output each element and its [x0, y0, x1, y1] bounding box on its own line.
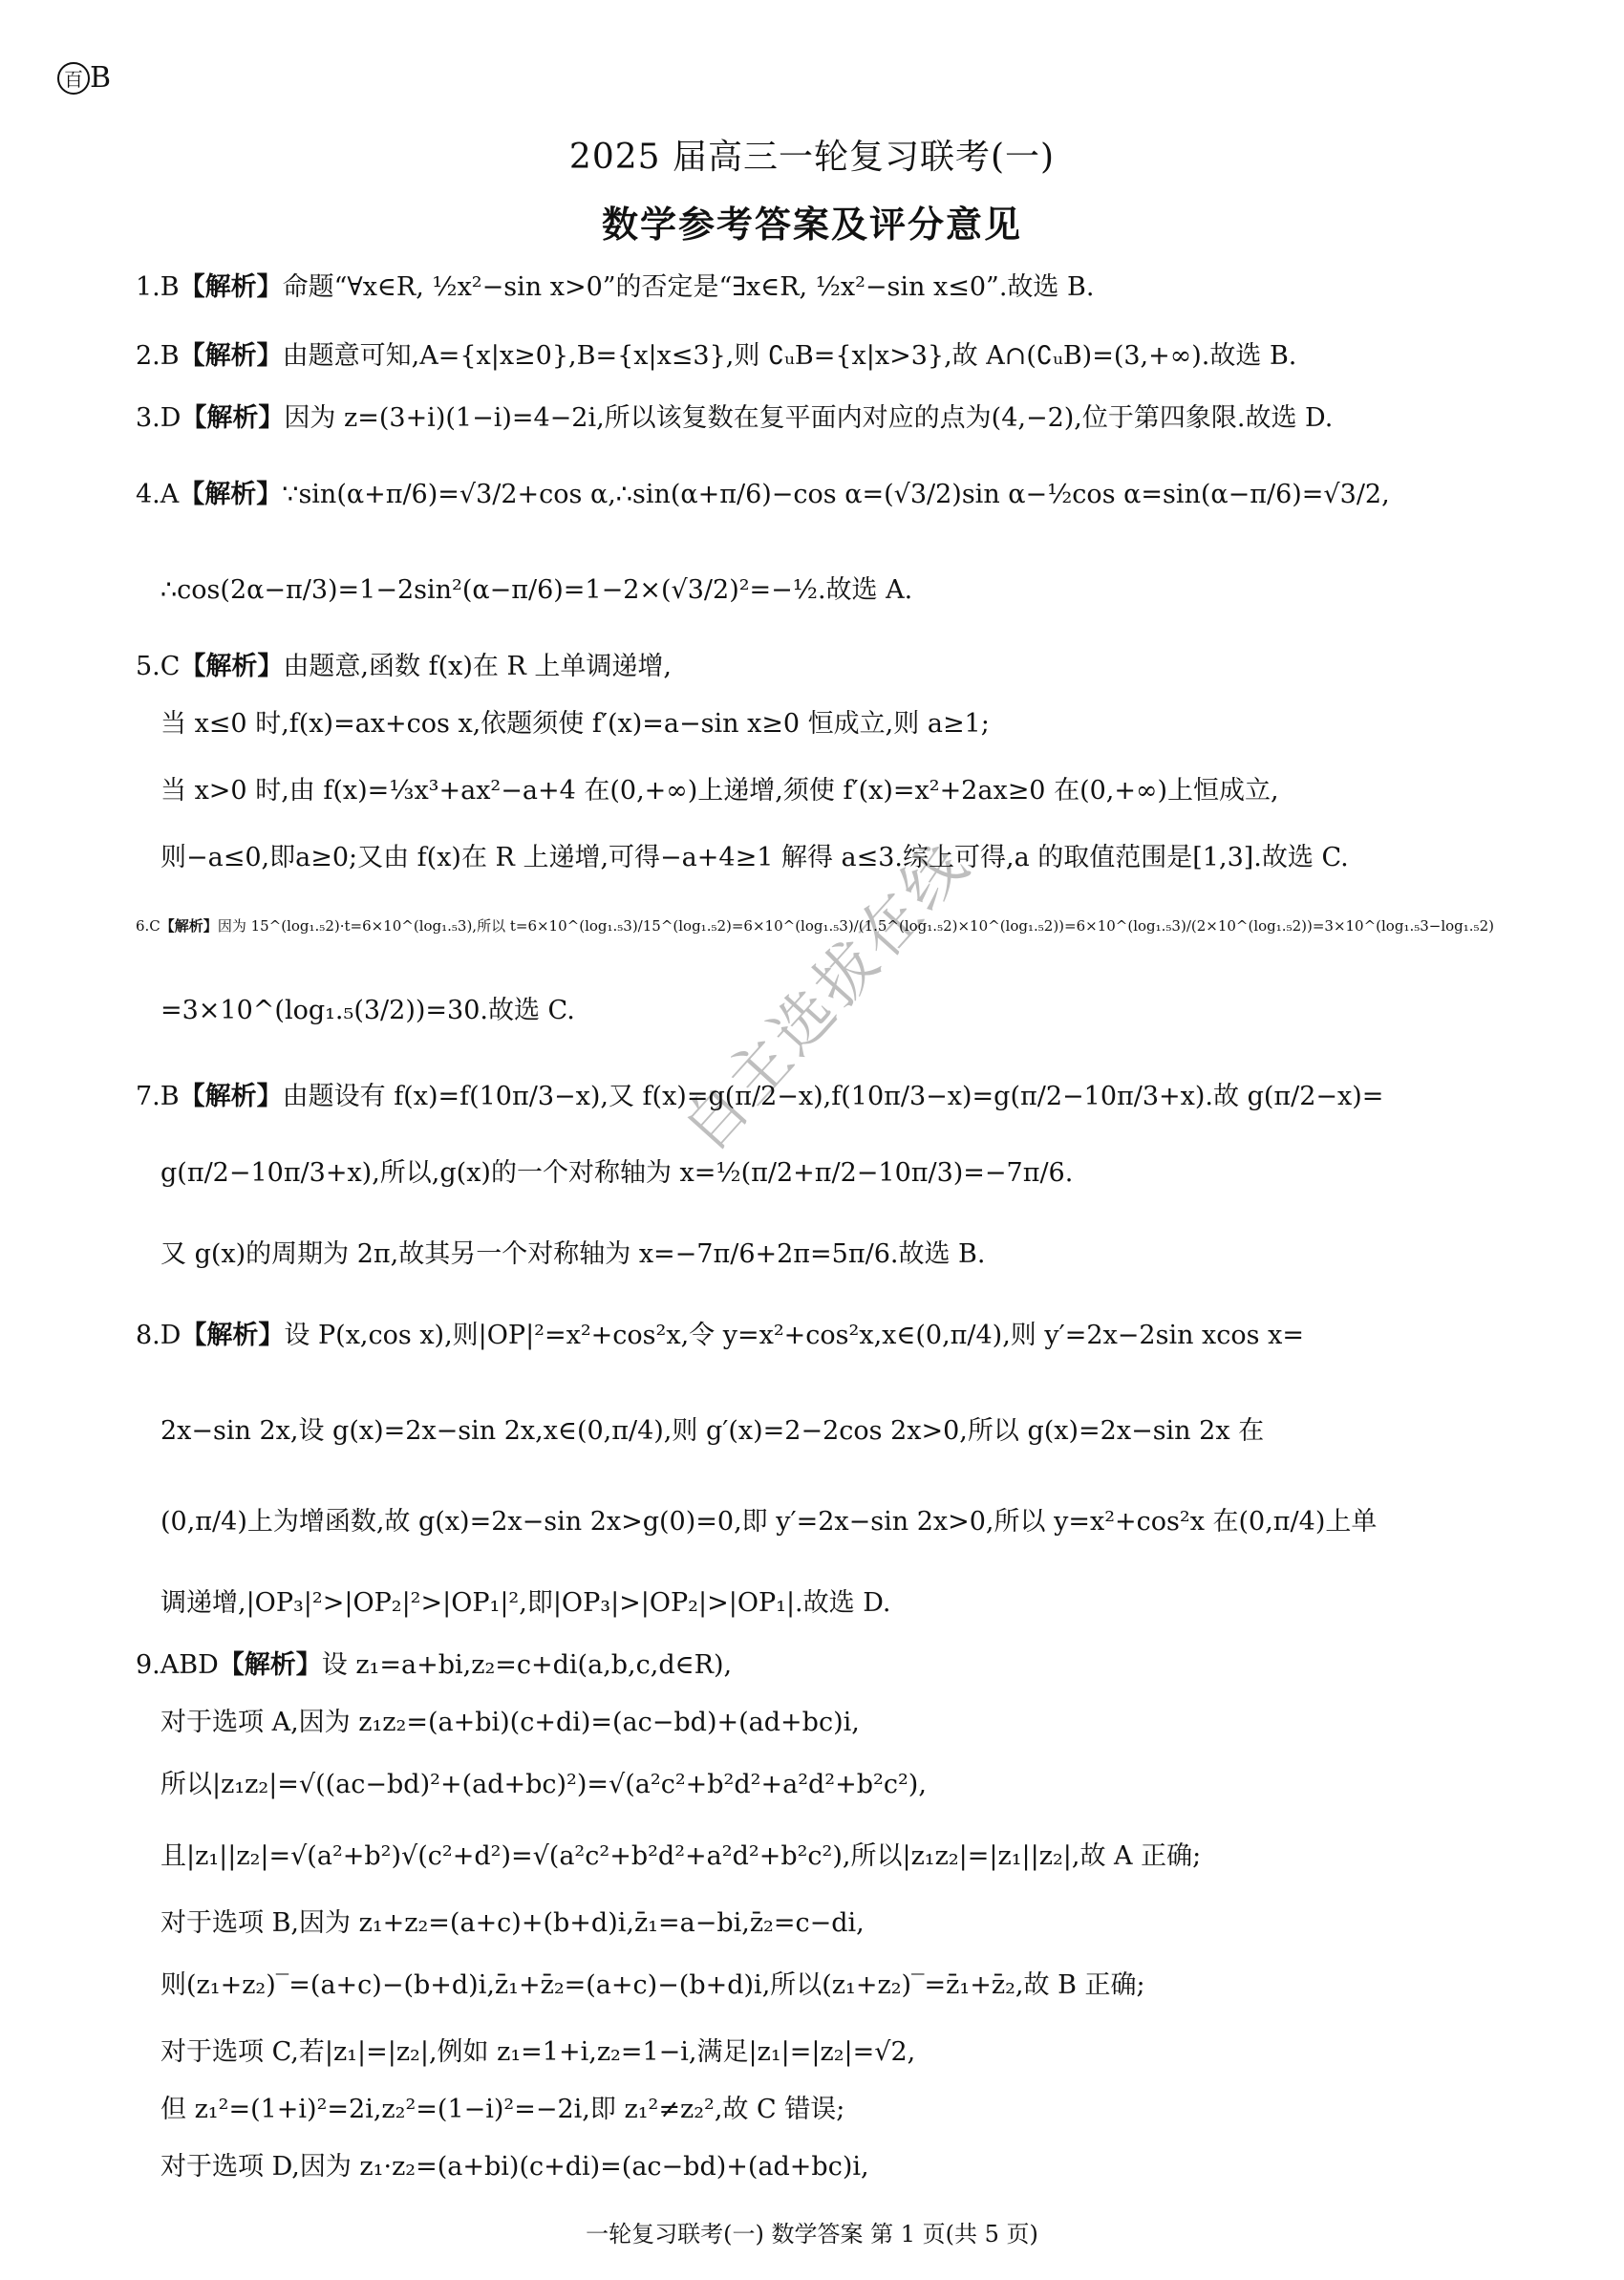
answer-line [136, 650, 672, 683]
answer-text: 设 z₁=a+bi,z₂=c+di(a,b,c,d∈R), [321, 1650, 733, 1680]
answer-text: 对于选项 A,因为 z₁z₂=(a+bi)(c+di)=(ac−bd)+(ad+bc)i, [160, 1708, 860, 1737]
answer-line [136, 339, 1296, 373]
answer-line [160, 707, 990, 741]
answer-line [136, 478, 1390, 511]
answer-text: 且|z₁||z₂|=√(a²+b²)√(c²+d²)=√(a²c²+b²d²+a²d²+b²c²),所以|z₁z₂|=|z₁||z₂|,故 A 正确; [160, 1841, 1202, 1871]
page-footer: 一轮复习联考(一) 数学答案 第 1 页(共 5 页) [586, 2221, 1038, 2248]
answer-text: 所以|z₁z₂|=√((ac−bd)²+(ad+bc)²)=√(a²c²+b²d²+a²d²+b²c²), [160, 1770, 927, 1799]
answer-text: 由题意,函数 f(x)在 R 上单调递增, [283, 652, 672, 681]
answer-text: g(π/2−10π/3+x),所以,g(x)的一个对称轴为 x=½(π/2+π/2−10π/3)=−7π/6. [160, 1158, 1074, 1188]
answer-line [160, 1414, 1264, 1448]
answer-line [136, 1648, 732, 1682]
answer-line [160, 1156, 1073, 1190]
question-number: 9.ABD [136, 1650, 219, 1680]
answer-text: 对于选项 D,因为 z₁·z₂=(a+bi)(c+di)=(ac−bd)+(ad+bc)i, [160, 2152, 869, 2182]
answer-line [136, 1319, 1304, 1352]
question-number: 4.A [136, 480, 180, 509]
answer-text: 又 g(x)的周期为 2π,故其另一个对称轴为 x=−7π/6+2π=5π/6.故选 B. [160, 1239, 986, 1269]
answer-line [160, 1237, 985, 1271]
answer-text: 则−a≤0,即a≥0;又由 f(x)在 R 上递增,可得−a+4≥1 解得 a≤3.综上可得,a 的取值范围是[1,3].故选 C. [160, 843, 1349, 872]
answer-text: (0,π/4)上为增函数,故 g(x)=2x−sin 2x>g(0)=0,即 y′=2x−sin 2x>0,所以 y=x²+cos²x 在(0,π/4)上单 [160, 1507, 1378, 1537]
analysis-tag: 【解析】 [218, 1650, 322, 1680]
answer-line [136, 270, 1094, 304]
answer-title: 数学参考答案及评分意见 [601, 204, 1022, 246]
question-number: 7.B [136, 1082, 180, 1111]
answer-line [160, 1906, 865, 1940]
analysis-tag: 【解析】 [160, 917, 218, 935]
answer-line [160, 1968, 1145, 2002]
answer-line [160, 1768, 927, 1801]
corner-circle-char: 百 [57, 62, 90, 95]
answer-line [160, 774, 1279, 807]
answer-text: 设 P(x,cos x),则|OP|²=x²+cos²x,令 y=x²+cos²x,x∈(0,π/4),则 y′=2x−2sin xcos x= [284, 1321, 1304, 1350]
analysis-tag: 【解析】 [179, 272, 283, 302]
answer-text: 但 z₁²=(1+i)²=2i,z₂²=(1−i)²=−2i,即 z₁²≠z₂²,故 C 错误; [160, 2095, 845, 2124]
answer-line [160, 2093, 844, 2126]
answer-line [136, 917, 1494, 936]
analysis-tag: 【解析】 [179, 341, 283, 371]
answer-text: 因为 z=(3+i)(1−i)=4−2i,所以该复数在复平面内对应的点为(4,−2),位于第四象限.故选 D. [284, 403, 1334, 433]
question-number: 6.C [136, 917, 160, 935]
answer-text: 当 x>0 时,由 f(x)=⅓x³+ax²−a+4 在(0,+∞)上递增,须使 f′(x)=x²+2ax≥0 在(0,+∞)上恒成立, [160, 776, 1279, 806]
question-number: 3.D [136, 403, 182, 433]
answer-line [136, 401, 1333, 435]
answer-text: =3×10^(log₁.₅(3/2))=30.故选 C. [160, 996, 575, 1025]
answer-line [160, 573, 912, 607]
analysis-tag: 【解析】 [179, 480, 283, 509]
answer-text: ∴cos(2α−π/3)=1−2sin²(α−π/6)=1−2×(√3/2)²=−½.故选 A. [160, 575, 913, 605]
answer-line [160, 841, 1349, 874]
answer-text: 调递增,|OP₃|²>|OP₂|²>|OP₁|²,即|OP₃|>|OP₂|>|OP₁|.故选 D. [160, 1588, 891, 1618]
corner-mark [57, 61, 111, 95]
answer-line [160, 994, 575, 1027]
analysis-tag: 【解析】 [179, 1082, 283, 1111]
question-number: 1.B [136, 272, 180, 302]
answer-text: 由题设有 f(x)=f(10π/3−x),又 f(x)=g(π/2−x),f(10π/3−x)=g(π/2−10π/3+x).故 g(π/2−x)= [282, 1082, 1384, 1111]
exam-title: 2025 届高三一轮复习联考(一) [568, 138, 1056, 177]
answer-line [160, 2035, 915, 2069]
watermark: 自主选拔在线 [670, 828, 984, 1166]
answer-line [160, 1706, 860, 1739]
answer-line [160, 2150, 869, 2183]
analysis-tag: 【解析】 [181, 403, 285, 433]
answer-text: 2x−sin 2x,设 g(x)=2x−sin 2x,x∈(0,π/4),则 g′(x)=2−2cos 2x>0,所以 g(x)=2x−sin 2x 在 [160, 1416, 1265, 1446]
analysis-tag: 【解析】 [181, 1321, 285, 1350]
answer-text: 则(z₁+z₂)‾=(a+c)−(b+d)i,z̄₁+z̄₂=(a+c)−(b+d)i,所以(z₁+z₂)‾=z̄₁+z̄₂,故 B 正确; [160, 1970, 1145, 2000]
answer-text: 对于选项 B,因为 z₁+z₂=(a+c)+(b+d)i,z̄₁=a−bi,z̄₂=c−di, [160, 1908, 865, 1938]
answer-text: 因为 15^(log₁.₅2)·t=6×10^(log₁.₅3),所以 t=6×10^(log₁.₅3)/15^(log₁.₅2)=6×10^(log₁.₅3)/(1.5^(log₁.₅2)×10^(log₁.₅2))=6×10^(log₁.₅3)/(2×10^(log₁.₅2))=3×10^(log₁.₅3−log₁.₅2) [217, 917, 1494, 935]
answer-line [160, 1586, 890, 1620]
answer-text: 对于选项 C,若|z₁|=|z₂|,例如 z₁=1+i,z₂=1−i,满足|z₁|=|z₂|=√2, [160, 2037, 916, 2067]
corner-letter: B [90, 61, 112, 95]
answer-line [160, 1839, 1201, 1873]
answer-line [160, 1505, 1377, 1538]
answer-text: 命题“∀x∈R, ½x²−sin x>0”的否定是“∃x∈R, ½x²−sin x≤0”.故选 B. [282, 272, 1095, 302]
answer-text: 由题意可知,A={x|x≥0},B={x|x≤3},则 ∁ᵤB={x|x>3},故 A∩(∁ᵤB)=(3,+∞).故选 B. [282, 341, 1297, 371]
answer-text: ∵sin(α+π/6)=√3/2+cos α,∴sin(α+π/6)−cos α=(√3/2)sin α−½cos α=sin(α−π/6)=√3/2, [282, 480, 1390, 509]
analysis-tag: 【解析】 [180, 652, 284, 681]
question-number: 8.D [136, 1321, 182, 1350]
answer-line [136, 1080, 1383, 1113]
answer-text: 当 x≤0 时,f(x)=ax+cos x,依题须使 f′(x)=a−sin x≥0 恒成立,则 a≥1; [160, 709, 990, 739]
question-number: 2.B [136, 341, 180, 371]
question-number: 5.C [136, 652, 181, 681]
